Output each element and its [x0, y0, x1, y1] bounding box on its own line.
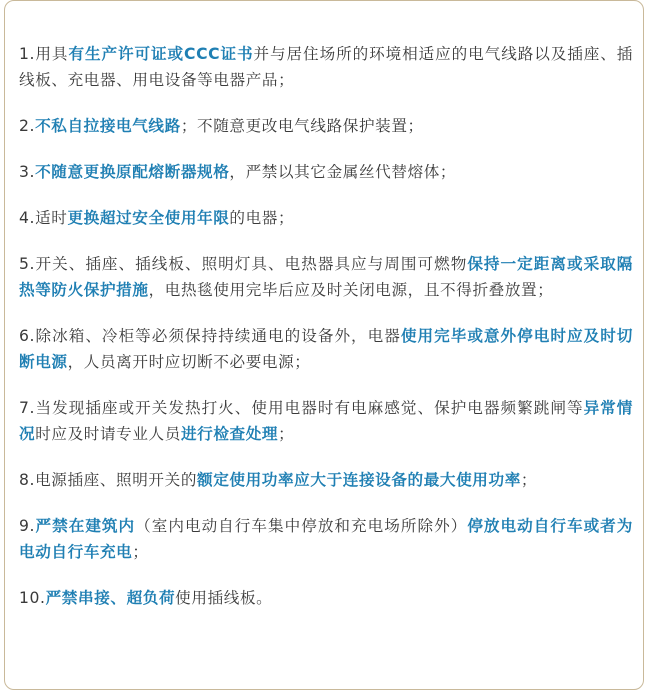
- content-card: [4, 0, 644, 690]
- rule-text: ，严禁以其它金属丝代替熔体；: [229, 163, 457, 181]
- rule-highlight: 严禁在建筑内: [35, 517, 136, 535]
- rule-text: ；不随意更改电气线路保护装置；: [180, 117, 424, 135]
- rule-text: ，人员离开时应切断不必要电源；: [67, 353, 311, 371]
- rule-item-7: [19, 395, 633, 447]
- rule-item-10: [19, 585, 633, 611]
- rule-text: 并与居住场所的环境相适应的电气线路以及插座、插线板、充电器、用电设备等电器产品；: [19, 45, 633, 89]
- rule-text: 的电器；: [229, 209, 295, 227]
- rule-text: 7.当发现插座或开关发热打火、使用电器时有电麻感觉、保护电器频繁跳闸等: [19, 399, 584, 417]
- rule-text: 3.: [19, 163, 36, 181]
- rule-item-5: [19, 251, 633, 303]
- rule-highlight: 严禁串接、超负荷: [45, 589, 176, 607]
- rule-text: 使用插线板。: [175, 589, 273, 607]
- rule-text: 时应及时请专业人员: [35, 425, 181, 443]
- rule-highlight: 更换超过安全使用年限: [67, 209, 230, 227]
- rule-text: 9.: [19, 517, 36, 535]
- rule-highlight: 进行检查处理: [180, 425, 279, 443]
- rule-item-2: [19, 113, 633, 139]
- rule-item-8: [19, 467, 633, 493]
- rule-item-6: [19, 323, 633, 375]
- rule-item-3: [19, 159, 633, 185]
- rule-highlight: 不随意更换原配熔断器规格: [35, 163, 230, 181]
- rule-item-1: [19, 41, 633, 93]
- rule-text: 1.用具: [19, 45, 69, 63]
- rule-item-9: [19, 513, 633, 565]
- rule-text: 5.开关、插座、插线板、照明灯具、电热器具应与周围可燃物: [19, 255, 468, 273]
- rule-text: ，电热毯使用完毕后应及时关闭电源，且不得折叠放置；: [148, 281, 554, 299]
- safety-rules-list: [19, 41, 633, 631]
- rule-text: 2.: [19, 117, 36, 135]
- rule-text: 6.除冰箱、冷柜等必须保持持续通电的设备外，电器: [19, 327, 401, 345]
- rule-highlight: 使用完毕或意外停电时应及时切断电源: [19, 327, 633, 371]
- rule-text: 10.: [19, 589, 46, 607]
- rule-item-4: [19, 205, 633, 231]
- rule-highlight: 停放电动自行车或者为电动自行车充电: [19, 517, 633, 561]
- rule-highlight: 额定使用功率应大于连接设备的最大使用功率: [197, 471, 521, 489]
- rule-highlight: 不私自拉接电气线路: [35, 117, 181, 135]
- rule-text: ；: [278, 425, 295, 443]
- rule-text: 4.适时: [19, 209, 68, 227]
- rule-text: （室内电动自行车集中停放和充电场所除外）: [135, 517, 468, 535]
- rule-highlight: 异常情况: [19, 399, 633, 443]
- rule-text: ；: [132, 543, 149, 561]
- rule-text: ；: [520, 471, 538, 489]
- rule-text: 8.电源插座、照明开关的: [19, 471, 198, 489]
- rule-highlight: 有生产许可证或CCC证书: [68, 45, 254, 63]
- rule-highlight: 保持一定距离或采取隔热等防火保护措施: [19, 255, 633, 299]
